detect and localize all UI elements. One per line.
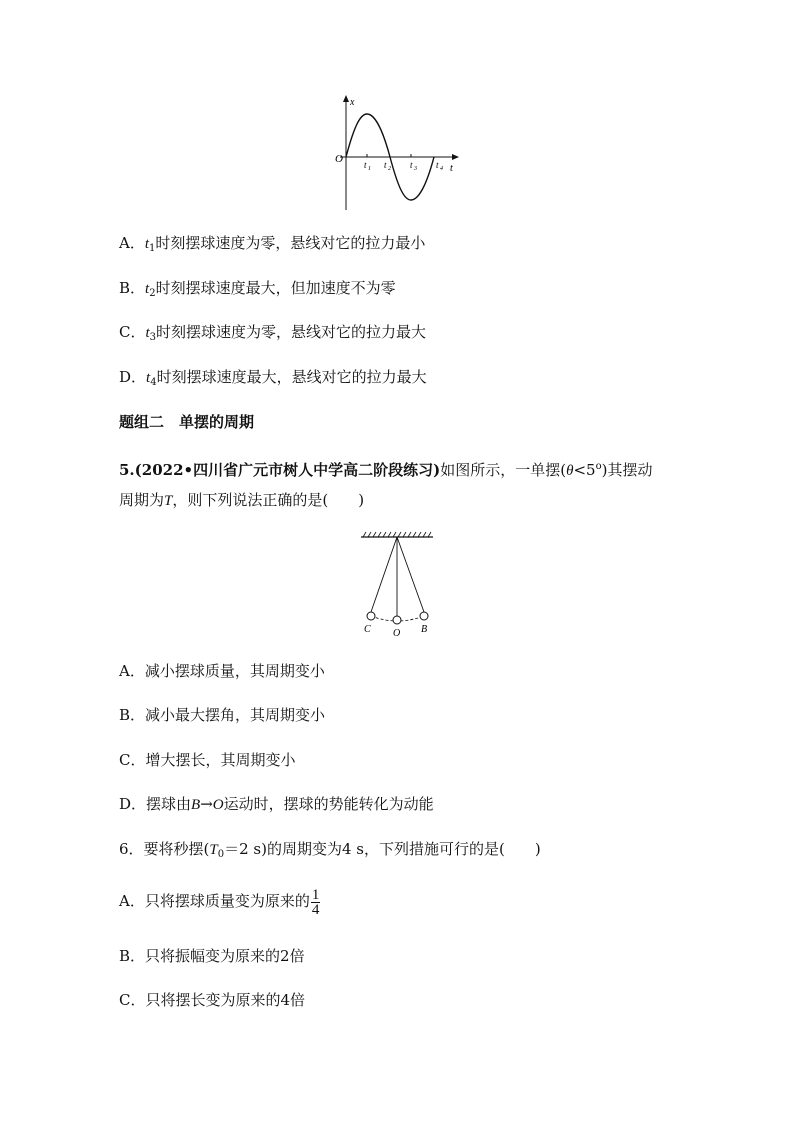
tick-label-t4: t: [436, 160, 439, 170]
tick-sub-1: 1: [368, 166, 371, 172]
t-axis-label: t: [450, 163, 453, 174]
displacement-time-graph: [330, 92, 465, 217]
tick-sub-4: 4: [440, 166, 443, 172]
tick-label-t3: t: [410, 160, 413, 170]
label-b: B: [421, 624, 428, 635]
q6-option-a: A．只将摆球质量变为原来的 $\frac{1}{4}$: [119, 886, 320, 918]
tick-label-t1: t: [364, 160, 367, 170]
q5-option-b: B．减小最大摆角，其周期变小: [119, 706, 326, 724]
tick-sub-3: 3: [414, 166, 417, 172]
x-axis-arrow-icon: [343, 95, 349, 102]
x-axis-label: x: [350, 97, 355, 108]
q4-option-d: D．$t_4$时刻摆球速度最大，悬线对它的拉力最大: [119, 368, 427, 388]
tick-sub-2: 2: [388, 166, 391, 172]
t-axis-arrow-icon: [452, 154, 459, 160]
fraction-one-quarter: $\frac{1}{4}$: [311, 886, 320, 918]
ceiling-hatch: [363, 532, 431, 537]
q5-option-d: D．摆球由B→O运动时，摆球的势能转化为动能: [119, 795, 434, 813]
bob-c: [367, 612, 375, 620]
q5-option-c: C．增大摆长，其周期变小: [119, 751, 296, 769]
bob-o: [393, 616, 401, 624]
q4-option-b: B．$t_2$时刻摆球速度最大，但加速度不为零: [119, 279, 396, 299]
label-c: C: [364, 624, 371, 635]
q4-option-c: C．$t_3$时刻摆球速度为零，悬线对它的拉力最大: [119, 323, 427, 343]
section-title: 题组二 单摆的周期: [119, 413, 255, 431]
pendulum-figure: [355, 528, 440, 638]
string-right: [397, 537, 424, 612]
q6-option-c: C．只将摆长变为原来的4倍: [119, 991, 306, 1009]
bob-b: [420, 612, 428, 620]
q4-option-a: A．$t_1$时刻摆球速度为零，悬线对它的拉力最小: [119, 234, 426, 254]
q6-stem: 6．要将秒摆($T_0=2$ s)的周期变为4 s，下列措施可行的是( ): [119, 840, 541, 860]
label-o: O: [393, 628, 401, 638]
origin-label: O: [335, 153, 343, 165]
q5-option-a: A．减小摆球质量，其周期变小: [119, 662, 325, 680]
q5-stem-line2: 周期为T，则下列说法正确的是( ): [119, 491, 365, 509]
q5-stem-line1: 5.(2022•四川省广元市树人中学高二阶段练习)如图所示，一单摆$(\theta<5^o)$其摆动: [119, 461, 653, 479]
string-left: [371, 537, 397, 612]
q6-option-b: B．只将振幅变为原来的2倍: [119, 947, 305, 965]
tick-label-t2: t: [384, 160, 387, 170]
